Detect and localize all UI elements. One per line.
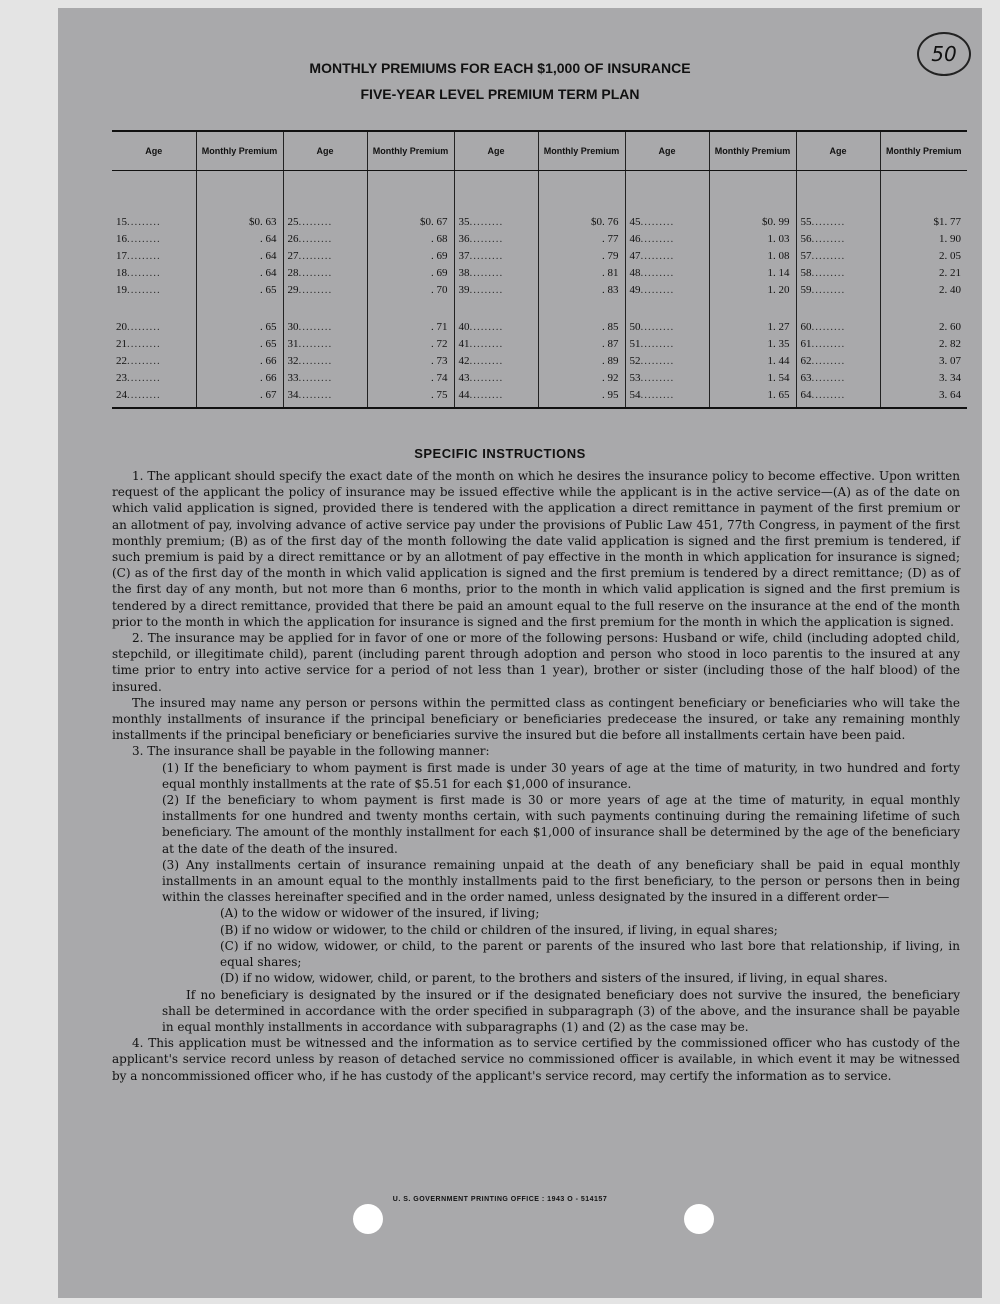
premium-cell: . 66: [196, 369, 283, 386]
table-row: [112, 352, 967, 369]
premium-cell: 1. 90: [880, 230, 967, 247]
dot-leader: .........: [298, 215, 333, 228]
table-spacer-cell: [625, 171, 709, 214]
table-spacer-cell: [367, 171, 454, 214]
order-item-c: (C) if no widow, widower, or child, to the parent or parents of the insured who last bore that relationship, if living, in equal shares;: [220, 938, 960, 970]
age-cell: [625, 318, 709, 335]
age-value: 30: [287, 320, 299, 333]
dot-leader: .........: [640, 320, 675, 333]
dot-leader: .........: [298, 371, 333, 384]
premium-cell: . 73: [367, 352, 454, 369]
table-gap-cell: [367, 298, 454, 318]
premium-cell: . 64: [196, 247, 283, 264]
premium-cell: 1. 44: [709, 352, 796, 369]
premium-cell: . 64: [196, 230, 283, 247]
age-cell: [454, 230, 538, 247]
dot-leader: .........: [127, 337, 161, 350]
age-value: 56: [800, 232, 812, 245]
age-value: 45: [629, 215, 641, 228]
premium-cell: 1. 03: [709, 230, 796, 247]
age-cell: [112, 386, 196, 403]
premium-cell: . 74: [367, 369, 454, 386]
instruction-subparagraph-1: (1) If the beneficiary to whom payment is first made is under 30 years of age at the time of maturity, in two hundred and forty equal monthly installments at the rate of $5.51 for each $1,000 of insurance.: [162, 760, 960, 791]
order-item-d: (D) if no widow, widower, child, or parent, to the brothers and sisters of the insured, if living, in equal shares.: [220, 971, 888, 986]
age-cell: [112, 352, 196, 369]
table-bottom-cell: [625, 403, 709, 408]
order-item-b: (B) if no widow or widower, to the child or children of the insured, if living, in equal shares;: [220, 922, 778, 937]
age-cell: [454, 247, 538, 264]
age-value: 63: [800, 371, 812, 384]
age-cell: [796, 264, 880, 281]
column-header-monthly-premium: Monthly Premium: [196, 131, 283, 171]
table-row: [112, 247, 967, 264]
column-header-monthly-premium: Monthly Premium: [709, 131, 796, 171]
premium-cell: . 66: [196, 352, 283, 369]
table-bottom-cell: [538, 403, 625, 408]
dot-leader: .........: [469, 283, 504, 296]
age-cell: [283, 230, 367, 247]
age-value: 57: [800, 249, 812, 262]
dot-leader: .........: [127, 283, 161, 296]
premium-cell: 2. 21: [880, 264, 967, 281]
age-value: 15: [116, 215, 127, 228]
premium-cell: 2. 60: [880, 318, 967, 335]
premium-cell: . 87: [538, 335, 625, 352]
premium-cell: 3. 07: [880, 352, 967, 369]
dot-leader: .........: [298, 388, 333, 401]
dot-leader: .........: [298, 249, 333, 262]
age-value: 59: [800, 283, 812, 296]
premium-cell: $1. 77: [880, 213, 967, 230]
age-value: 22: [116, 354, 127, 367]
premium-cell: 1. 27: [709, 318, 796, 335]
age-cell: [112, 213, 196, 230]
premium-cell: . 64: [196, 264, 283, 281]
premium-cell: $0. 99: [709, 213, 796, 230]
table-row: [112, 335, 967, 352]
age-cell: [454, 213, 538, 230]
age-cell: [625, 213, 709, 230]
dot-leader: .........: [469, 354, 504, 367]
age-value: 51: [629, 337, 641, 350]
punch-hole-right: [684, 1204, 714, 1234]
column-header-monthly-premium: Monthly Premium: [367, 131, 454, 171]
age-cell: [625, 264, 709, 281]
dot-leader: .........: [811, 283, 846, 296]
premium-cell: . 81: [538, 264, 625, 281]
table-bottom-cell: [454, 403, 538, 408]
instruction-paragraph-3: 3. The insurance shall be payable in the following manner:: [132, 744, 490, 759]
premium-cell: . 69: [367, 247, 454, 264]
dot-leader: .........: [298, 354, 333, 367]
premium-cell: 1. 65: [709, 386, 796, 403]
table-bottom-row: [112, 403, 967, 408]
age-cell: [283, 369, 367, 386]
age-cell: [454, 386, 538, 403]
age-cell: [283, 335, 367, 352]
dot-leader: .........: [811, 320, 846, 333]
age-cell: [625, 281, 709, 298]
table-spacer-cell: [880, 171, 967, 214]
age-cell: [796, 352, 880, 369]
title-line-1: MONTHLY PREMIUMS FOR EACH $1,000 OF INSURANCE: [309, 60, 691, 76]
column-header-age: Age: [454, 131, 538, 171]
age-cell: [625, 335, 709, 352]
age-cell: [112, 335, 196, 352]
dot-leader: .........: [127, 232, 161, 245]
age-value: 24: [116, 388, 127, 401]
instruction-paragraph-4: 4. This application must be witnessed and the information as to service certified by the commissioned officer who has custody of the applicant's service record unless by reason of detached service no commissioned officer is available, in which event it may be witnessed by a noncommissioned officer who, if he has custody of the applicant's service record, may certify the information as to service.: [112, 1036, 960, 1083]
age-cell: [454, 335, 538, 352]
age-cell: [625, 352, 709, 369]
dot-leader: .........: [298, 232, 333, 245]
premium-cell: $0. 76: [538, 213, 625, 230]
age-cell: [454, 264, 538, 281]
title-line-2: FIVE-YEAR LEVEL PREMIUM TERM PLAN: [360, 86, 640, 102]
age-cell: [112, 264, 196, 281]
premium-cell: $0. 63: [196, 213, 283, 230]
printer-imprint: U. S. GOVERNMENT PRINTING OFFICE : 1943 O - 514157: [392, 1196, 608, 1203]
table-spacer-row: [112, 171, 967, 214]
premium-cell: 1. 14: [709, 264, 796, 281]
age-cell: [796, 213, 880, 230]
premium-cell: . 69: [367, 264, 454, 281]
column-header-age: Age: [796, 131, 880, 171]
table-bottom-cell: [112, 403, 196, 408]
age-value: 47: [629, 249, 641, 262]
table-bottom-cell: [196, 403, 283, 408]
table-spacer-cell: [196, 171, 283, 214]
age-cell: [625, 230, 709, 247]
dot-leader: .........: [640, 337, 675, 350]
premium-cell: . 75: [367, 386, 454, 403]
premium-cell: 1. 35: [709, 335, 796, 352]
premium-cell: . 85: [538, 318, 625, 335]
age-cell: [283, 213, 367, 230]
dot-leader: .........: [127, 266, 161, 279]
premium-cell: $0. 67: [367, 213, 454, 230]
dot-leader: .........: [127, 388, 161, 401]
table-gap-cell: [709, 298, 796, 318]
dot-leader: .........: [298, 266, 333, 279]
age-cell: [796, 318, 880, 335]
age-value: 42: [458, 354, 470, 367]
premium-cell: 1. 54: [709, 369, 796, 386]
instruction-subparagraph-2: (2) If the beneficiary to whom payment is first made is 30 or more years of age at the time of maturity, in equal monthly installments for one hundred and twenty months certain, with such payments continuing during the remaining lifetime of such beneficiary. The amount of the monthly installment for each $1,000 of insurance shall be determined by the age of the beneficiary at the date of the death of the insured.: [162, 793, 960, 856]
age-value: 27: [287, 249, 299, 262]
dot-leader: .........: [640, 371, 675, 384]
age-value: 40: [458, 320, 470, 333]
age-value: 34: [287, 388, 299, 401]
age-value: 62: [800, 354, 812, 367]
age-cell: [112, 247, 196, 264]
age-value: 33: [287, 371, 299, 384]
age-value: 44: [458, 388, 470, 401]
table-bottom-cell: [880, 403, 967, 408]
age-value: 32: [287, 354, 299, 367]
table-gap-cell: [538, 298, 625, 318]
table-gap-cell: [880, 298, 967, 318]
age-cell: [454, 352, 538, 369]
age-value: 46: [629, 232, 641, 245]
age-value: 58: [800, 266, 812, 279]
age-value: 49: [629, 283, 641, 296]
premium-cell: . 70: [367, 281, 454, 298]
dot-leader: .........: [640, 249, 675, 262]
table-header-row: [112, 131, 967, 171]
table-gap-cell: [796, 298, 880, 318]
table-gap-cell: [196, 298, 283, 318]
dot-leader: .........: [127, 215, 161, 228]
age-value: 25: [287, 215, 299, 228]
age-value: 55: [800, 215, 812, 228]
instruction-paragraph-1: 1. The applicant should specify the exact date of the month on which he desires the insurance policy to become effective. Upon written request of the applicant the policy of insurance may be issued effective while the applicant is in the active service—(A) as of the date on which valid application is signed, provided there is tendered with the application a direct remittance in payment of the first premium or an allotment of pay, involving advance of active service pay under the provisions of Public Law 451, 77th Congress, in payment of the first monthly premium; (B) as of the first day of the month following the date valid application is signed and the first premium is tendered, if such premium is paid by a direct remittance or by an allotment of pay effective in the month in which application for insurance is signed; (C) as of the first day of the month in which valid application is signed and the first premium is tendered by a direct remittance; (D) as of the first day of any month, but not more than 6 months, prior to the month in which valid application is signed and the first premium is tendered by a direct remittance, provided that there be paid an amount equal to the full reserve on the insurance at the end of the month prior to the month in which the application for insurance is signed and the first premium for the month in which the application is signed.: [112, 469, 960, 629]
age-cell: [283, 264, 367, 281]
column-header-age: Age: [112, 131, 196, 171]
age-cell: [283, 386, 367, 403]
age-cell: [112, 281, 196, 298]
table-body: [112, 171, 967, 409]
age-cell: [625, 386, 709, 403]
instruction-subparagraph-3: (3) Any installments certain of insurance remaining unpaid at the death of any beneficiary shall be paid in equal monthly installments in an amount equal to the monthly installments paid to the first beneficiary, to the person or persons then in being within the classes hereinafter specified and in the order named, unless designated by the insured in a different order—: [162, 857, 960, 905]
table-spacer-cell: [112, 171, 196, 214]
age-cell: [112, 318, 196, 335]
premium-cell: . 83: [538, 281, 625, 298]
dot-leader: .........: [298, 337, 333, 350]
premium-cell: . 92: [538, 369, 625, 386]
dot-leader: .........: [469, 249, 504, 262]
age-value: 41: [458, 337, 470, 350]
age-cell: [796, 335, 880, 352]
dot-leader: .........: [469, 337, 504, 350]
premium-cell: . 67: [196, 386, 283, 403]
table-spacer-cell: [796, 171, 880, 214]
age-cell: [796, 281, 880, 298]
premium-cell: . 77: [538, 230, 625, 247]
premium-cell: 2. 82: [880, 335, 967, 352]
instructions-heading: SPECIFIC INSTRUCTIONS: [414, 446, 586, 461]
table-row: [112, 281, 967, 298]
table-bottom-cell: [796, 403, 880, 408]
instruction-paragraph-2b: The insured may name any person or persons within the permitted class as contingent beneficiary or beneficiaries who will take the monthly installments of insurance if the principal beneficiary or beneficiaries predecease the insured, or take any remaining monthly installments if the principal beneficiary or beneficiaries survive the insured but die before all installments certain have been paid.: [112, 695, 960, 743]
premium-cell: . 89: [538, 352, 625, 369]
dot-leader: .........: [298, 283, 333, 296]
age-cell: [283, 247, 367, 264]
table-row: [112, 213, 967, 230]
age-value: 52: [629, 354, 641, 367]
age-value: 64: [800, 388, 812, 401]
premium-cell: 1. 20: [709, 281, 796, 298]
table-bottom-cell: [367, 403, 454, 408]
table-row: [112, 318, 967, 335]
table-bottom-cell: [709, 403, 796, 408]
age-cell: [283, 281, 367, 298]
age-cell: [625, 369, 709, 386]
table-row: [112, 386, 967, 403]
age-value: 29: [287, 283, 299, 296]
age-value: 36: [458, 232, 470, 245]
table-gap-cell: [283, 298, 367, 318]
dot-leader: .........: [640, 232, 675, 245]
premium-cell: 3. 64: [880, 386, 967, 403]
table-row: [112, 264, 967, 281]
dot-leader: .........: [127, 354, 161, 367]
age-value: 26: [287, 232, 299, 245]
column-header-monthly-premium: Monthly Premium: [880, 131, 967, 171]
dot-leader: .........: [811, 249, 846, 262]
column-header-age: Age: [625, 131, 709, 171]
dot-leader: .........: [469, 388, 504, 401]
age-value: 19: [116, 283, 127, 296]
age-cell: [796, 230, 880, 247]
table-gap-cell: [454, 298, 538, 318]
dot-leader: .........: [640, 354, 675, 367]
premium-cell: . 65: [196, 335, 283, 352]
premium-cell: . 79: [538, 247, 625, 264]
age-cell: [112, 230, 196, 247]
dot-leader: .........: [640, 266, 675, 279]
age-value: 21: [116, 337, 127, 350]
age-cell: [796, 386, 880, 403]
dot-leader: .........: [469, 266, 504, 279]
premium-cell: 2. 05: [880, 247, 967, 264]
age-value: 53: [629, 371, 641, 384]
age-value: 35: [458, 215, 470, 228]
dot-leader: .........: [640, 215, 675, 228]
column-header-age: Age: [283, 131, 367, 171]
table-row: [112, 230, 967, 247]
column-header-monthly-premium: Monthly Premium: [538, 131, 625, 171]
age-value: 43: [458, 371, 470, 384]
premium-cell: . 71: [367, 318, 454, 335]
age-value: 54: [629, 388, 641, 401]
age-value: 39: [458, 283, 470, 296]
table-spacer-cell: [454, 171, 538, 214]
age-value: 18: [116, 266, 127, 279]
premium-cell: 1. 08: [709, 247, 796, 264]
premium-table: [112, 130, 967, 409]
dot-leader: .........: [811, 215, 846, 228]
premium-cell: . 68: [367, 230, 454, 247]
premium-cell: . 65: [196, 318, 283, 335]
premium-cell: 2. 40: [880, 281, 967, 298]
age-value: 60: [800, 320, 812, 333]
dot-leader: .........: [811, 388, 846, 401]
dot-leader: .........: [811, 266, 846, 279]
table-gap-row: [112, 298, 967, 318]
age-cell: [283, 352, 367, 369]
age-cell: [454, 318, 538, 335]
table-bottom-cell: [283, 403, 367, 408]
dot-leader: .........: [127, 371, 161, 384]
dot-leader: .........: [811, 337, 846, 350]
table-gap-cell: [625, 298, 709, 318]
table-row: [112, 369, 967, 386]
table-spacer-cell: [538, 171, 625, 214]
age-cell: [625, 247, 709, 264]
age-value: 38: [458, 266, 470, 279]
age-value: 17: [116, 249, 127, 262]
age-cell: [454, 369, 538, 386]
age-value: 61: [800, 337, 812, 350]
premium-cell: . 65: [196, 281, 283, 298]
dot-leader: .........: [298, 320, 333, 333]
age-value: 37: [458, 249, 470, 262]
dot-leader: .........: [469, 215, 504, 228]
table-gap-cell: [112, 298, 196, 318]
page-number-text: 50: [931, 42, 957, 66]
dot-leader: .........: [127, 249, 161, 262]
premium-cell: . 95: [538, 386, 625, 403]
dot-leader: .........: [640, 388, 675, 401]
dot-leader: .........: [811, 232, 846, 245]
dot-leader: .........: [127, 320, 161, 333]
age-cell: [112, 369, 196, 386]
age-value: 28: [287, 266, 299, 279]
dot-leader: .........: [640, 283, 675, 296]
age-cell: [796, 247, 880, 264]
premium-cell: . 72: [367, 335, 454, 352]
age-value: 50: [629, 320, 641, 333]
age-cell: [283, 318, 367, 335]
table-spacer-cell: [283, 171, 367, 214]
premium-cell: 3. 34: [880, 369, 967, 386]
dot-leader: .........: [811, 354, 846, 367]
age-cell: [454, 281, 538, 298]
instructions-body: [112, 468, 960, 1084]
instruction-paragraph-2: 2. The insurance may be applied for in favor of one or more of the following persons: Husband or wife, child (including adopted child, stepchild, or illegitimate child), parent (including parent through adoption and person who stood in loco parentis to the insured at any time prior to entry into active service for a period of not less than 1 year), brother or sister (including those of the half blood) of the insured.: [112, 631, 960, 694]
dot-leader: .........: [469, 232, 504, 245]
age-value: 23: [116, 371, 127, 384]
age-value: 16: [116, 232, 127, 245]
dot-leader: .........: [469, 320, 504, 333]
age-value: 20: [116, 320, 127, 333]
order-item-a: (A) to the widow or widower of the insured, if living;: [220, 906, 540, 921]
punch-hole-left: [353, 1204, 383, 1234]
age-value: 48: [629, 266, 641, 279]
table-spacer-cell: [709, 171, 796, 214]
age-cell: [796, 369, 880, 386]
age-value: 31: [287, 337, 299, 350]
dot-leader: .........: [811, 371, 846, 384]
dot-leader: .........: [469, 371, 504, 384]
instruction-paragraph-3-tail: If no beneficiary is designated by the insured or if the designated beneficiary does not survive the insured, the beneficiary shall be determined in accordance with the order specified in subparagraph (3) of the above, and the insurance shall be payable in equal monthly installments in accordance with subparagraphs (1) and (2) as the case may be.: [162, 987, 960, 1034]
